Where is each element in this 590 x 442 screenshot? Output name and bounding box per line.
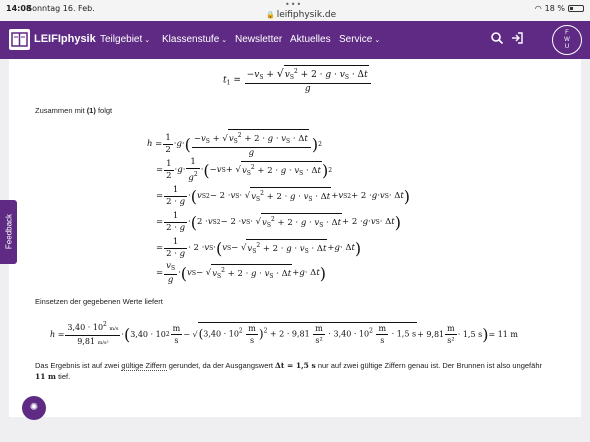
- formula-h-line5: = $\frac{1}{2 \cdot g}$ · 2 · v S · ( v S − √ $v_S^2 + 2 \cdot g \cdot v_S \cdot \Delta t$ + g · Δ t ): [156, 236, 362, 259]
- paragraph-einsetzen: Einsetzen der gegebenen Werte liefert: [35, 297, 163, 306]
- chevron-down-icon: ⌄: [221, 37, 228, 44]
- fwu-logo[interactable]: F W U: [552, 25, 582, 55]
- leifi-logo-icon[interactable]: [9, 29, 30, 50]
- formula-h-line2: = $\frac{1}{2}$ · g · $\frac{1}{g^2}$ · ( − v S + √ $v_S^2 + 2 \cdot g \cdot v_S \cdot \Delta t$ ) 2: [156, 156, 333, 183]
- article-content: [9, 59, 581, 417]
- battery-icon: [568, 5, 584, 12]
- main-navbar: [0, 21, 590, 59]
- battery-percent: 18 %: [544, 4, 565, 13]
- nav-aktuelles[interactable]: Aktuelles: [290, 34, 331, 45]
- lock-icon: 🔒: [266, 11, 275, 19]
- formula-h-line1: h = $\frac{1}{2}$ · g · ( $\frac{-v_S + √v_S^2 + 2 \cdot g \cdot v_S \cdot \Delta t}{g}$ ) 2: [147, 127, 322, 161]
- search-icon[interactable]: [490, 31, 504, 45]
- login-icon[interactable]: [510, 31, 524, 45]
- formula-h-line3: = $\frac{1}{2 \cdot g}$ · ( v S 2 − 2 · v S · √ $v_S^2 + 2 \cdot g \cdot v_S \cdot \Delta t$ + v S 2 + 2 · g · v S · Δ t ): [156, 184, 411, 207]
- paragraph-zusammen: Zusammen mit (1) folgt: [35, 106, 113, 115]
- feedback-tab[interactable]: Feedback: [0, 200, 17, 264]
- chevron-down-icon: ⌄: [144, 37, 151, 44]
- nav-newsletter[interactable]: Newsletter: [235, 34, 283, 45]
- nav-service[interactable]: Service ⌄: [339, 34, 381, 45]
- nav-klassenstufe[interactable]: Klassenstufe ⌄: [162, 34, 228, 45]
- nav-teilgebiet[interactable]: Teilgebiet ⌄: [100, 34, 151, 45]
- status-indicators: [535, 4, 584, 13]
- chevron-down-icon: ⌄: [374, 37, 381, 44]
- paragraph-ergebnis: Das Ergebnis ist auf zwei gültige Ziffern gerundet, da der Ausgangswert Δt = 1,5 s nur auf zwei gültige Ziffern genau ist. Der Brunnen ist also ungefähr 11 m tief.: [35, 361, 542, 381]
- status-bar: [0, 0, 590, 21]
- address-bar[interactable]: [266, 10, 336, 20]
- browser-menu-dots[interactable]: •••: [285, 0, 303, 9]
- url-text: leifiphysik.de: [276, 10, 337, 20]
- wifi-icon: ◠: [534, 4, 542, 13]
- status-time: 14:08: [6, 4, 32, 13]
- status-date: Sonntag 16. Feb.: [27, 4, 95, 13]
- accessibility-fab-button[interactable]: [22, 396, 46, 420]
- formula-h-line4: = $\frac{1}{2 \cdot g}$ · ( 2 · v S 2 − 2 · v S · √ $v_S^2 + 2 \cdot g \cdot v_S \cdot \Delta t$ + 2 · g · v S · Δ t ): [156, 210, 401, 233]
- formula-t1: $t_1$ = $\frac{-v_S + √v_S^2 + 2 \cdot g \cdot v_S \cdot \Delta t}{g}$: [223, 65, 372, 95]
- link-gueltige-ziffern[interactable]: gültige Ziffern: [121, 361, 167, 370]
- gear-icon: ✺: [29, 402, 39, 413]
- brand-name[interactable]: LEIFIphysik: [34, 33, 96, 45]
- formula-h-line6: = $\frac{v_S}{g}$ · ( v S − √ $v_S^2 + 2 \cdot g \cdot v_S \cdot \Delta t$ + g · Δ t ): [156, 260, 326, 285]
- formula-h-numeric: h = $\frac{3,40 \cdot 10^2 m/s}{\text{9,81 m/s²}}$ · ( 3,40 · 10 2 $\frac{m}{s}$ − √ ($3,40 \cdot 10^2$ $\frac{m}{s}$ )$^2$ + 2 · 9,81 $\frac{m}{\text{s²}}$ · $3,40 \cdot 10^2$ $\frac{m}{s}$ · 1,5 s + 9,81 $\frac{m}{\text{s²}}$ · 1,5 s ) = 11 m: [50, 321, 519, 346]
